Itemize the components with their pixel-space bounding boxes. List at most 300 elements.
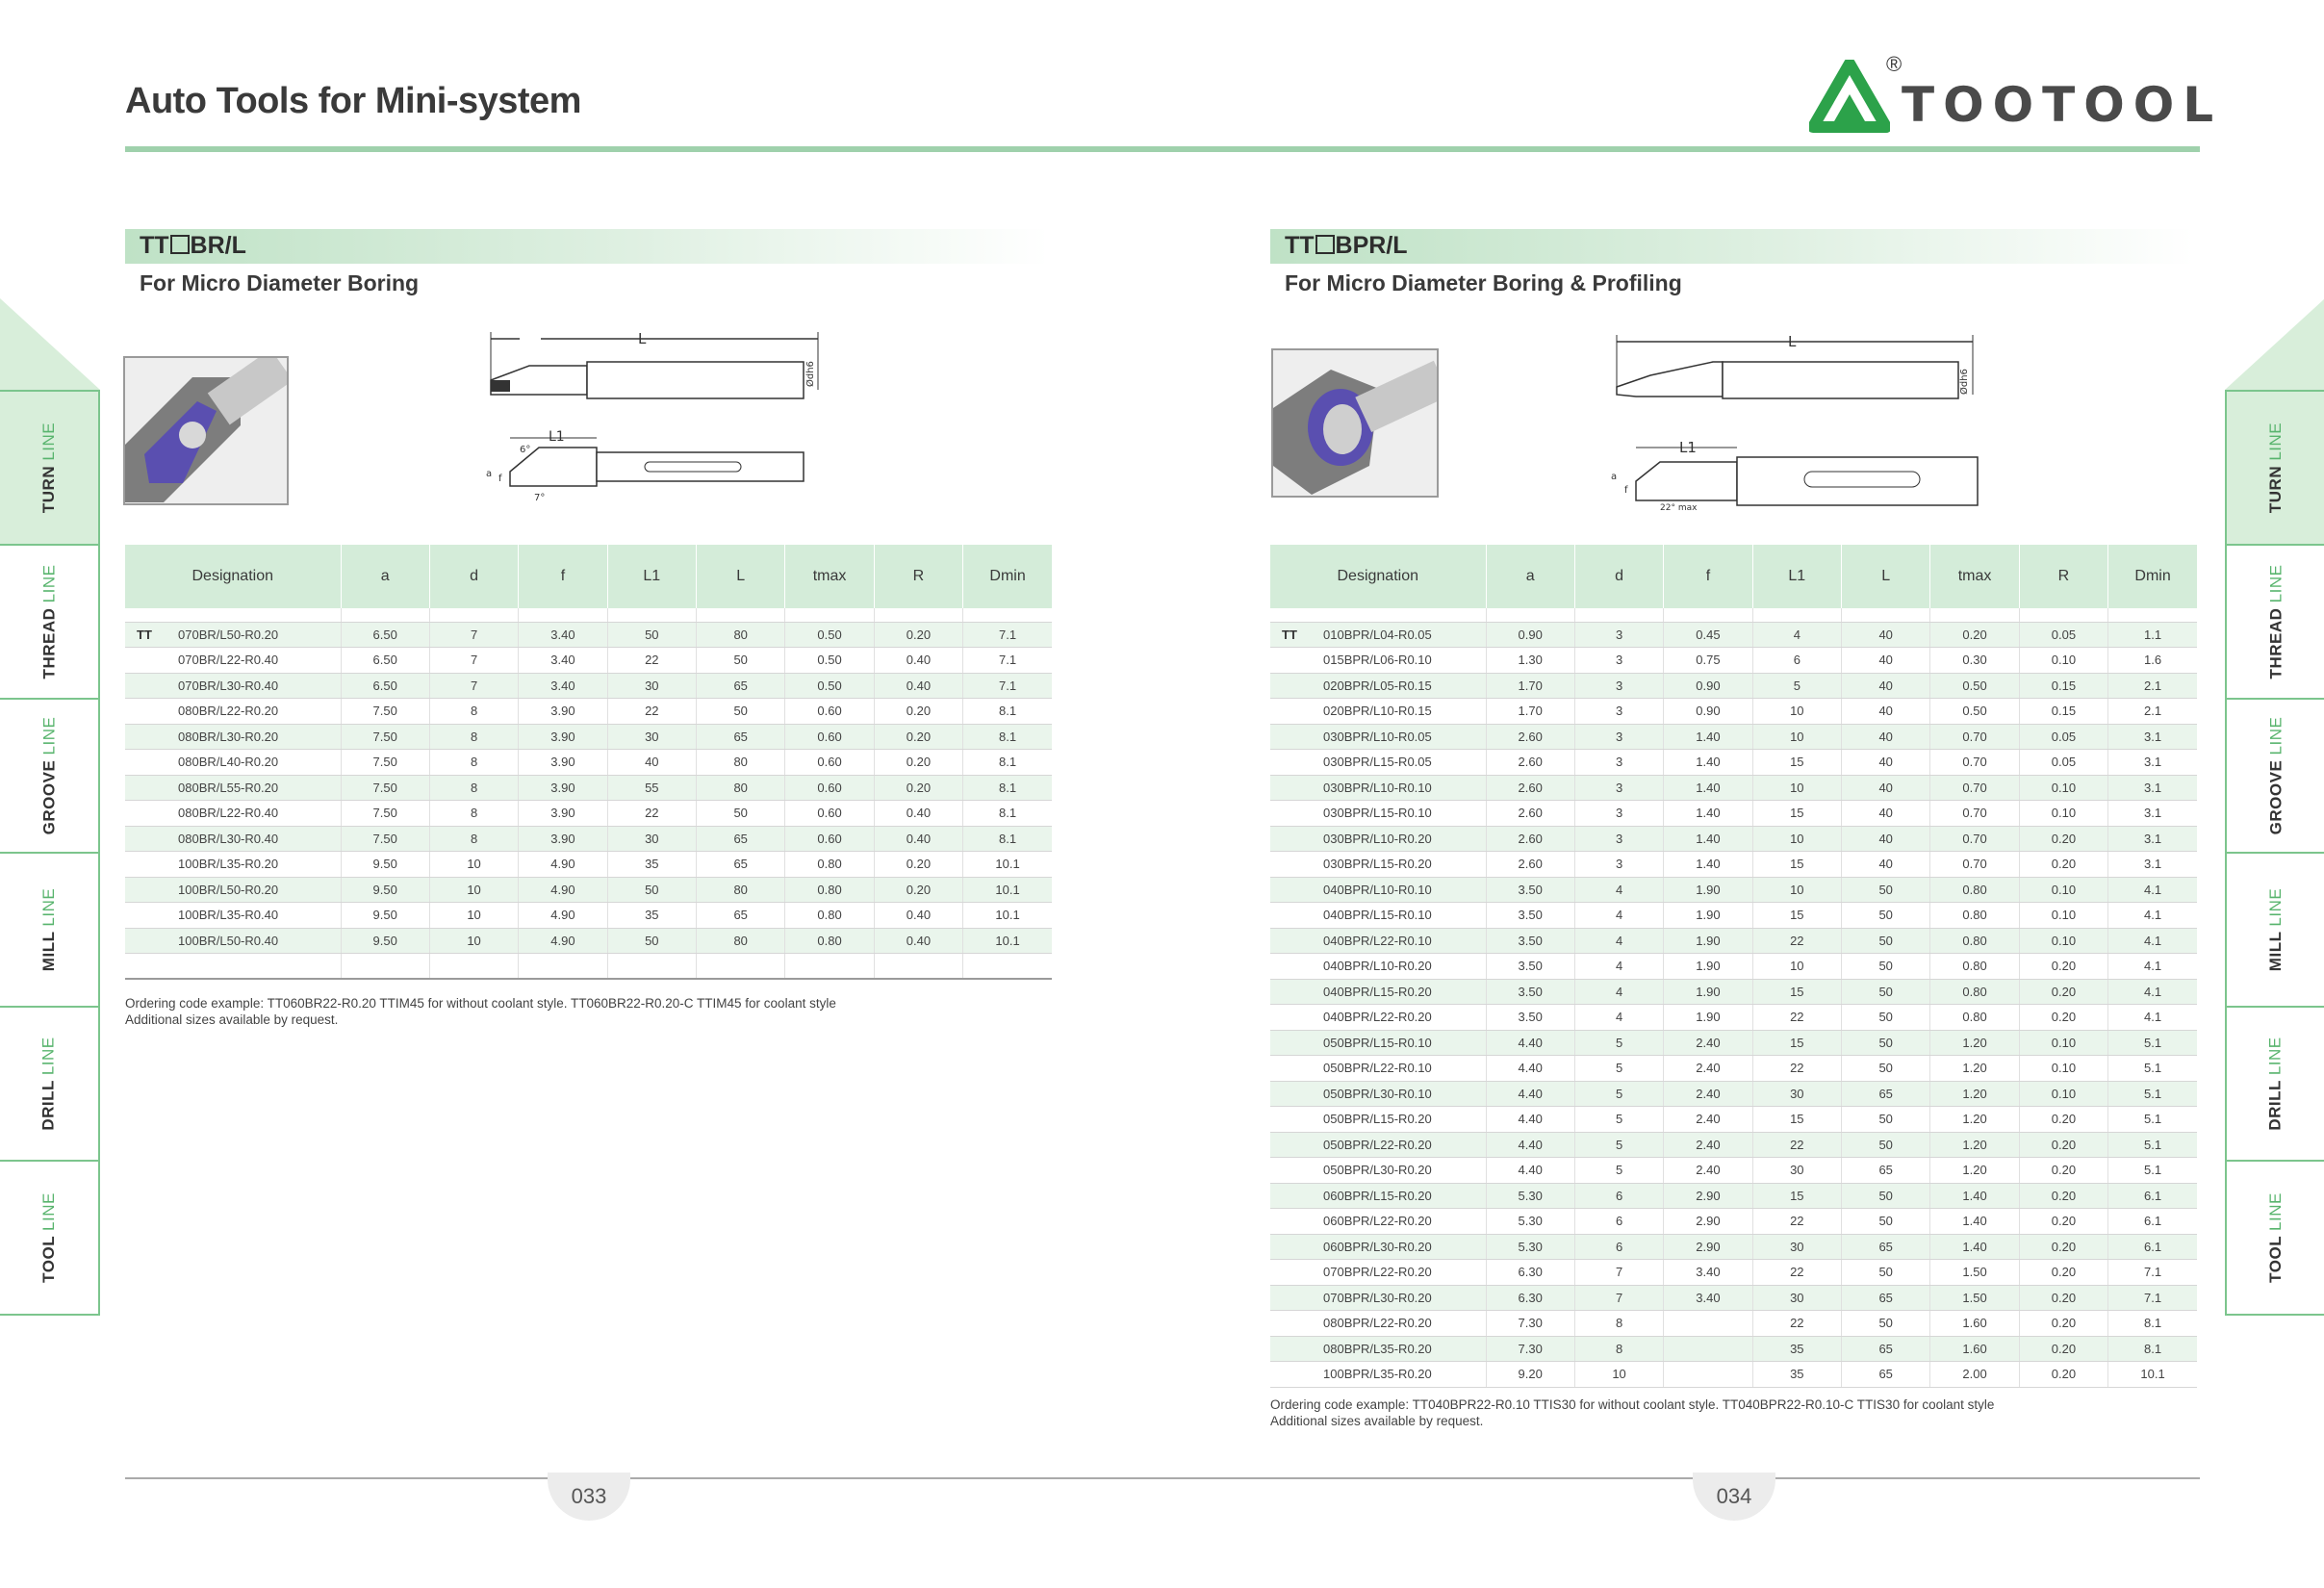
table-row (1270, 775, 2197, 801)
side-tab-label (39, 423, 59, 513)
column-header: L1 (607, 545, 696, 608)
tab-label-bold: TURN (2266, 465, 2285, 514)
table-cell-d: 7 (429, 648, 518, 674)
boring-tool-photo-icon (125, 358, 289, 505)
table-cell-r: 0.20 (2019, 852, 2107, 878)
designation-cell (1270, 1132, 1486, 1158)
column-header: Dmin (963, 545, 1052, 608)
table-cell-l1: 15 (1752, 1030, 1841, 1056)
side-tab-turn[interactable] (2225, 390, 2324, 546)
table-cell-dmin: 4.1 (2108, 903, 2197, 929)
spacer-cell (1270, 608, 1486, 622)
table-cell-f: 3.90 (519, 724, 607, 750)
spacer-cell (1574, 608, 1663, 622)
table-cell-r: 0.20 (2019, 1362, 2107, 1388)
table-cell-a: 9.50 (341, 903, 429, 929)
spacer-cell (607, 608, 696, 622)
designation-code: 100BPR/L35-R0.20 (1323, 1367, 1432, 1382)
table-cell-l: 65 (1842, 1285, 1930, 1311)
table-cell-l1: 30 (607, 826, 696, 852)
spacer-cell (2019, 608, 2107, 622)
table-cell-l1: 30 (1752, 1158, 1841, 1184)
side-tab-drill[interactable] (2225, 1006, 2324, 1162)
side-tab-cap-right (2225, 298, 2324, 390)
table-cell-l1: 30 (607, 724, 696, 750)
table-cell-r: 0.20 (2019, 1285, 2107, 1311)
table-cell-tmax: 1.20 (1930, 1056, 2019, 1082)
table-cell-tmax: 0.50 (785, 673, 874, 699)
table-row (1270, 673, 2197, 699)
table-cell-r: 0.20 (2019, 1311, 2107, 1337)
spacer-cell (963, 608, 1052, 622)
designation-code: 080BR/L22-R0.40 (178, 806, 279, 821)
side-tab-label (2266, 717, 2286, 835)
table-cell-r: 0.05 (2019, 750, 2107, 776)
table-cell-dmin: 8.1 (2108, 1311, 2197, 1337)
table-cell-r: 0.10 (2019, 928, 2107, 954)
table-cell-d: 4 (1574, 954, 1663, 980)
table-row (1270, 1336, 2197, 1362)
table-row (125, 724, 1052, 750)
table-cell-l: 40 (1842, 852, 1930, 878)
table-row (125, 903, 1052, 929)
table-cell-a: 4.40 (1486, 1107, 1574, 1133)
side-tab-label (39, 1037, 59, 1130)
designation-cell (1270, 1234, 1486, 1260)
designation-cell (1270, 1081, 1486, 1107)
table-cell-tmax: 1.20 (1930, 1132, 2019, 1158)
designation-code: 080BR/L30-R0.20 (178, 729, 279, 744)
dim-f-label: f (1624, 485, 1628, 496)
spec-table-right (1270, 545, 2197, 1388)
side-tab-tool[interactable] (0, 1160, 100, 1316)
side-tab-thread[interactable] (0, 544, 100, 700)
ordering-example: Ordering code example: TT060BR22-R0.20 TTIM45 for without coolant style. TT060BR22-R0.20-C TTIM45 for coolant style (125, 996, 836, 1011)
table-cell-r: 0.05 (2019, 622, 2107, 648)
dim-L-label: L (638, 330, 647, 347)
table-cell-r: 0.05 (2019, 724, 2107, 750)
table-cell-l1: 15 (1752, 801, 1841, 827)
table-cell-tmax: 1.40 (1930, 1234, 2019, 1260)
table-cell-a: 1.70 (1486, 673, 1574, 699)
tab-label-light: LINE (39, 564, 58, 603)
table-row (1270, 954, 2197, 980)
designation-code: 040BPR/L22-R0.20 (1323, 1010, 1432, 1025)
section-bar-right (1270, 229, 2194, 264)
table-cell-l: 65 (1842, 1362, 1930, 1388)
designation-code: 050BPR/L15-R0.20 (1323, 1112, 1432, 1127)
table-row (1270, 826, 2197, 852)
table-row (1270, 724, 2197, 750)
table-cell-l1: 22 (1752, 1209, 1841, 1235)
table-cell-a: 7.50 (341, 801, 429, 827)
table-cell-tmax: 0.70 (1930, 750, 2019, 776)
tab-label-bold: TURN (39, 465, 58, 514)
table-cell-a: 7.50 (341, 699, 429, 725)
table-cell-r: 0.10 (2019, 903, 2107, 929)
spacer-cell (2108, 608, 2197, 622)
table-cell-l1: 15 (1752, 979, 1841, 1005)
designation-prefix: TT (1282, 627, 1297, 642)
table-cell-l: 50 (1842, 979, 1930, 1005)
table-cell-l: 40 (1842, 750, 1930, 776)
table-row (1270, 1260, 2197, 1286)
table-cell-l: 65 (1842, 1234, 1930, 1260)
table-row (1270, 1158, 2197, 1184)
table-cell-f: 1.90 (1664, 877, 1752, 903)
table-row (1270, 1183, 2197, 1209)
designation-code: 010BPR/L04-R0.05 (1323, 627, 1432, 642)
table-cell-l1: 22 (607, 648, 696, 674)
designation-cell (1270, 1183, 1486, 1209)
table-cell-a: 7.30 (1486, 1311, 1574, 1337)
table-cell-dmin: 4.1 (2108, 954, 2197, 980)
designation-code: 070BR/L22-R0.40 (178, 653, 279, 668)
designation-code: 080BR/L55-R0.20 (178, 780, 279, 795)
table-cell-d: 5 (1574, 1030, 1663, 1056)
side-tab-mill[interactable] (2225, 852, 2324, 1008)
table-row (1270, 903, 2197, 929)
table-cell-f: 1.90 (1664, 903, 1752, 929)
table-cell-l1: 30 (607, 673, 696, 699)
designation-code: 080BR/L40-R0.20 (178, 755, 279, 770)
table-cell-d: 8 (429, 775, 518, 801)
table-cell-d: 8 (429, 724, 518, 750)
table-cell-f: 1.90 (1664, 954, 1752, 980)
table-cell-d: 4 (1574, 903, 1663, 929)
designation-cell (1270, 699, 1486, 725)
table-cell-r: 0.40 (874, 801, 962, 827)
designation-code: 070BPR/L22-R0.20 (1323, 1265, 1432, 1280)
designation-cell (1270, 1260, 1486, 1286)
table-cell-a: 2.60 (1486, 724, 1574, 750)
designation-cell (1270, 648, 1486, 674)
table-cell-dmin: 5.1 (2108, 1056, 2197, 1082)
table-cell-tmax: 0.50 (785, 648, 874, 674)
table-cell-r: 0.10 (2019, 648, 2107, 674)
profiling-tool-photo-icon (1273, 350, 1439, 498)
table-cell-f: 4.90 (519, 903, 607, 929)
table-cell-dmin: 3.1 (2108, 775, 2197, 801)
table-cell-a: 4.40 (1486, 1030, 1574, 1056)
table-cell-d: 4 (1574, 928, 1663, 954)
ordering-note-right (1270, 1396, 1994, 1429)
side-tab-thread[interactable] (2225, 544, 2324, 700)
side-tab-drill[interactable] (0, 1006, 100, 1162)
table-cell-f: 4.90 (519, 928, 607, 954)
table-cell-r: 0.20 (2019, 1158, 2107, 1184)
table-cell-tmax: 0.60 (785, 724, 874, 750)
table-cell-f: 2.40 (1664, 1081, 1752, 1107)
designation-cell (1270, 724, 1486, 750)
side-tab-label (39, 565, 59, 679)
table-cell-dmin: 8.1 (963, 801, 1052, 827)
table-cell-dmin: 7.1 (963, 673, 1052, 699)
table-cell-l1: 50 (607, 877, 696, 903)
table-cell-d: 3 (1574, 801, 1663, 827)
table-cell-l1: 15 (1752, 1107, 1841, 1133)
table-cell-tmax: 0.20 (1930, 622, 2019, 648)
designation-cell (1270, 877, 1486, 903)
tab-label-light: LINE (39, 716, 58, 756)
designation-cell (125, 775, 341, 801)
table-cell-r: 0.20 (874, 852, 962, 878)
table-cell-dmin: 8.1 (963, 826, 1052, 852)
empty-cell (963, 954, 1052, 979)
table-cell-r: 0.40 (874, 903, 962, 929)
table-cell-tmax: 0.70 (1930, 801, 2019, 827)
table-cell-tmax: 1.50 (1930, 1285, 2019, 1311)
table-cell-d: 7 (1574, 1260, 1663, 1286)
empty-cell (125, 954, 341, 979)
table-cell-dmin: 4.1 (2108, 928, 2197, 954)
table-cell-f: 2.90 (1664, 1209, 1752, 1235)
designation-cell (1270, 1311, 1486, 1337)
table-cell-tmax: 0.80 (1930, 903, 2019, 929)
code-prefix: TT (140, 232, 169, 259)
table-cell-l: 65 (697, 903, 785, 929)
tab-label-light: LINE (2266, 422, 2285, 461)
table-cell-dmin: 5.1 (2108, 1030, 2197, 1056)
table-cell-f: 1.90 (1664, 1005, 1752, 1031)
tab-label-bold: MILL (38, 931, 58, 972)
table-cell-d: 3 (1574, 724, 1663, 750)
designation-code: 030BPR/L10-R0.05 (1323, 729, 1432, 744)
table-cell-a: 3.50 (1486, 1005, 1574, 1031)
table-cell-r: 0.20 (2019, 826, 2107, 852)
table-cell-l1: 35 (1752, 1336, 1841, 1362)
table-cell-tmax: 0.80 (1930, 979, 2019, 1005)
tab-label-light: LINE (38, 887, 58, 927)
table-row (1270, 877, 2197, 903)
table-cell-f: 3.40 (1664, 1285, 1752, 1311)
table-cell-d: 3 (1574, 699, 1663, 725)
designation-cell (125, 877, 341, 903)
table-cell-d: 5 (1574, 1107, 1663, 1133)
table-cell-l1: 22 (1752, 1005, 1841, 1031)
code-prefix: TT (1285, 232, 1315, 259)
designation-code: 060BPR/L30-R0.20 (1323, 1239, 1432, 1254)
table-cell-l1: 50 (607, 928, 696, 954)
table-cell-l1: 15 (1752, 903, 1841, 929)
table-cell-r: 0.20 (2019, 954, 2107, 980)
dim-dia-label: Ødh6 (1959, 369, 1970, 395)
table-cell-tmax: 0.50 (1930, 673, 2019, 699)
angle-label-1: 6° (520, 445, 531, 455)
tab-label-light: LINE (38, 1192, 58, 1231)
table-cell-l1: 22 (1752, 1260, 1841, 1286)
column-header: f (1664, 545, 1752, 608)
table-cell-f: 2.40 (1664, 1056, 1752, 1082)
designation-cell (125, 648, 341, 674)
table-cell-tmax: 0.70 (1930, 852, 2019, 878)
section-subtitle-left: For Micro Diameter Boring (140, 270, 420, 295)
table-cell-dmin: 7.1 (2108, 1260, 2197, 1286)
header-rule (125, 146, 2200, 152)
table-cell-a: 2.60 (1486, 826, 1574, 852)
table-cell-d: 5 (1574, 1158, 1663, 1184)
table-cell-l: 80 (697, 928, 785, 954)
empty-cell (785, 954, 874, 979)
table-cell-tmax: 0.70 (1930, 826, 2019, 852)
table-cell-l1: 30 (1752, 1234, 1841, 1260)
table-cell-l: 65 (697, 852, 785, 878)
table-cell-l: 50 (1842, 1260, 1930, 1286)
column-header: Designation (125, 545, 341, 608)
table-cell-l: 50 (697, 699, 785, 725)
table-cell-r: 0.20 (874, 724, 962, 750)
tab-label-light: LINE (2266, 716, 2285, 756)
table-cell-r: 0.20 (874, 775, 962, 801)
tab-label-bold: MILL (2265, 931, 2285, 972)
table-cell-r: 0.40 (874, 673, 962, 699)
spacer-cell (341, 608, 429, 622)
table-cell-l: 40 (1842, 724, 1930, 750)
table-cell-d: 10 (429, 903, 518, 929)
table-cell-d: 4 (1574, 1005, 1663, 1031)
table-row (1270, 852, 2197, 878)
table-cell-f: 3.90 (519, 775, 607, 801)
table-cell-l1: 55 (607, 775, 696, 801)
table-cell-d: 8 (429, 826, 518, 852)
side-tab-turn[interactable] (0, 390, 100, 546)
designation-prefix: TT (137, 627, 152, 642)
table-spacer-row (1270, 608, 2197, 622)
tab-label-light: LINE (2266, 1037, 2285, 1076)
designation-code: 050BPR/L15-R0.10 (1323, 1035, 1432, 1050)
section-bar-left (125, 229, 1049, 264)
table-cell-l1: 22 (1752, 1056, 1841, 1082)
table-cell-dmin: 2.1 (2108, 699, 2197, 725)
table-cell-f (1664, 1311, 1752, 1337)
table-cell-r: 0.20 (2019, 1005, 2107, 1031)
table-cell-d: 8 (1574, 1336, 1663, 1362)
designation-code: 040BPR/L15-R0.10 (1323, 908, 1432, 923)
designation-code: 040BPR/L10-R0.20 (1323, 959, 1432, 974)
table-cell-l1: 4 (1752, 622, 1841, 648)
table-cell-tmax: 1.20 (1930, 1030, 2019, 1056)
side-tab-mill[interactable] (0, 852, 100, 1008)
table-cell-f: 2.90 (1664, 1234, 1752, 1260)
ordering-example: Ordering code example: TT040BPR22-R0.10 TTIS30 for without coolant style. TT040BPR22-R0.10-C TTIS30 for coolant style (1270, 1397, 1995, 1412)
table-row (1270, 1081, 2197, 1107)
dim-f-label: f (498, 474, 502, 484)
dim-a-label: a (1611, 472, 1618, 482)
designation-code: 030BPR/L10-R0.20 (1323, 831, 1432, 846)
side-tab-groove[interactable] (2225, 698, 2324, 854)
side-tab-tool[interactable] (2225, 1160, 2324, 1316)
table-row (1270, 622, 2197, 648)
section-subtitle-right: For Micro Diameter Boring & Profiling (1285, 270, 1682, 295)
tab-label-light: LINE (39, 422, 58, 461)
tool-photo-right (1271, 348, 1439, 498)
table-row (125, 852, 1052, 878)
table-row (1270, 1056, 2197, 1082)
spacer-cell (125, 608, 341, 622)
table-end-row (125, 954, 1052, 979)
table-cell-a: 4.40 (1486, 1056, 1574, 1082)
table-cell-dmin: 4.1 (2108, 979, 2197, 1005)
table-cell-tmax: 0.80 (785, 877, 874, 903)
table-cell-f: 2.40 (1664, 1132, 1752, 1158)
table-cell-dmin: 4.1 (2108, 1005, 2197, 1031)
table-cell-tmax: 0.50 (785, 622, 874, 648)
designation-code: 070BR/L30-R0.40 (178, 678, 279, 693)
table-cell-d: 8 (429, 750, 518, 776)
table-cell-tmax: 1.20 (1930, 1107, 2019, 1133)
table-cell-dmin: 3.1 (2108, 826, 2197, 852)
designation-cell (1270, 775, 1486, 801)
table-cell-r: 0.20 (2019, 1132, 2107, 1158)
table-cell-l: 80 (697, 775, 785, 801)
designation-code: 020BPR/L10-R0.15 (1323, 704, 1432, 719)
table-cell-a: 5.30 (1486, 1183, 1574, 1209)
table-cell-r: 0.10 (2019, 877, 2107, 903)
table-cell-d: 10 (429, 877, 518, 903)
table-cell-f: 4.90 (519, 877, 607, 903)
table-cell-l1: 22 (607, 801, 696, 827)
table-cell-dmin: 3.1 (2108, 852, 2197, 878)
registered-mark: ® (1886, 52, 1903, 76)
table-row (1270, 928, 2197, 954)
additional-sizes: Additional sizes available by request. (125, 1012, 339, 1027)
table-cell-a: 7.50 (341, 750, 429, 776)
spacer-cell (1842, 608, 1930, 622)
table-cell-tmax: 0.80 (1930, 1005, 2019, 1031)
designation-code: 050BPR/L22-R0.10 (1323, 1061, 1432, 1076)
table-cell-dmin: 3.1 (2108, 724, 2197, 750)
designation-cell (125, 826, 341, 852)
table-row (1270, 801, 2197, 827)
table-cell-dmin: 10.1 (963, 877, 1052, 903)
table-cell-l: 80 (697, 750, 785, 776)
table-cell-l: 50 (1842, 1005, 1930, 1031)
table-cell-dmin: 5.1 (2108, 1132, 2197, 1158)
table-cell-l: 50 (1842, 1209, 1930, 1235)
table-row (1270, 648, 2197, 674)
table-cell-l1: 50 (607, 622, 696, 648)
designation-cell (1270, 1107, 1486, 1133)
designation-cell (1270, 826, 1486, 852)
table-cell-a: 2.60 (1486, 775, 1574, 801)
table-cell-tmax: 1.50 (1930, 1260, 2019, 1286)
brand-logo (1809, 52, 2223, 142)
table-cell-l: 65 (1842, 1336, 1930, 1362)
designation-code: 100BR/L35-R0.20 (178, 857, 279, 872)
side-tab-groove[interactable] (0, 698, 100, 854)
table-cell-a: 3.50 (1486, 954, 1574, 980)
table-cell-tmax: 0.80 (1930, 877, 2019, 903)
table-cell-dmin: 1.6 (2108, 648, 2197, 674)
table-cell-r: 0.20 (874, 699, 962, 725)
table-cell-r: 0.20 (2019, 1260, 2107, 1286)
column-header: a (341, 545, 429, 608)
table-row (1270, 1030, 2197, 1056)
table-cell-d: 8 (429, 801, 518, 827)
table-cell-tmax: 1.40 (1930, 1183, 2019, 1209)
table-cell-d: 7 (429, 673, 518, 699)
table-cell-l: 80 (697, 622, 785, 648)
table-row (125, 826, 1052, 852)
designation-cell (125, 673, 341, 699)
designation-cell (125, 852, 341, 878)
table-cell-a: 6.50 (341, 648, 429, 674)
dim-L1-label: L1 (1679, 439, 1697, 456)
table-row (1270, 1311, 2197, 1337)
table-cell-tmax: 0.60 (785, 750, 874, 776)
table-cell-d: 3 (1574, 673, 1663, 699)
table-cell-l1: 15 (1752, 1183, 1841, 1209)
